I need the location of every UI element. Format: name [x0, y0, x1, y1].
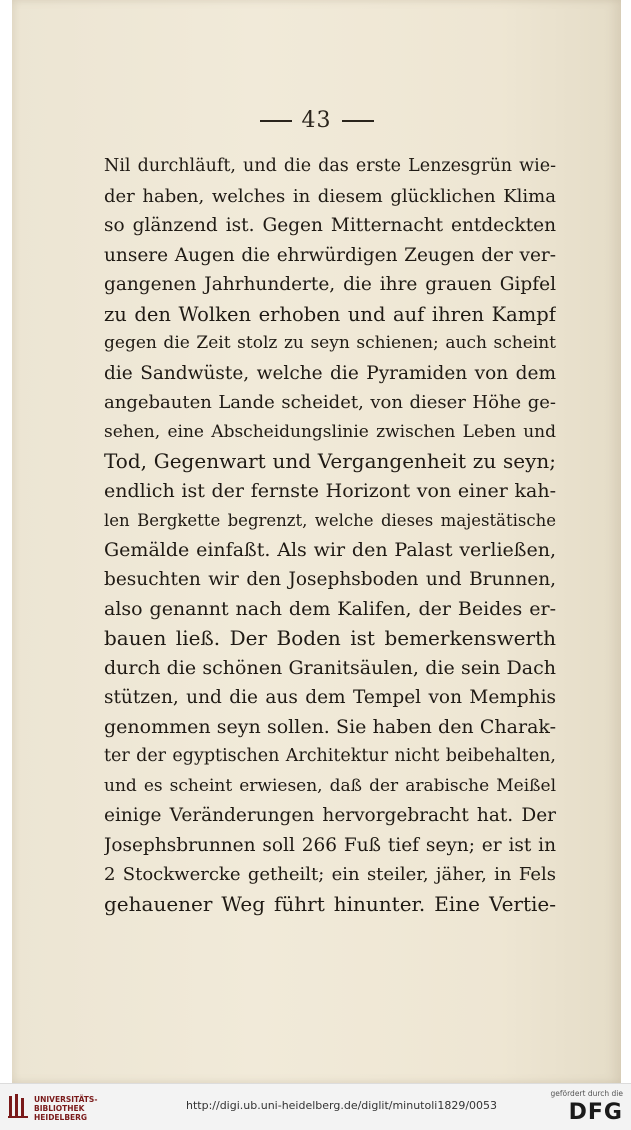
left-dash [260, 120, 292, 122]
right-dash [342, 120, 374, 122]
text-line: Tod, Gegenwart und Vergangenheit zu seyn; [104, 449, 556, 473]
library-name-line: UNIVERSITÄTS- [34, 1095, 98, 1104]
text-line: genommen seyn sollen. Sie haben den Charak- [104, 715, 556, 738]
library-name-line: HEIDELBERG [34, 1113, 88, 1122]
text-line: endlich ist der fernste Horizont von einer kah- [104, 479, 556, 502]
text-line: und es scheint erwiesen, daß der arabische Meißel [104, 775, 556, 796]
text-line: ter der egyptischen Architektur nicht beibehalten, [104, 746, 556, 766]
text-line: gehauener Weg führt hinunter. Eine Vertie- [104, 891, 556, 916]
text-line: einige Veränderungen hervorgebracht hat. Der [104, 805, 556, 826]
footer-bar [0, 1083, 631, 1130]
text-line: Gemälde einfaßt. Als wir den Palast verließen, [104, 538, 556, 561]
permalink-url[interactable]: http://digi.ub.uni-heidelberg.de/diglit/minutoli1829/0053 [186, 1099, 498, 1112]
text-line: die Sandwüste, welche die Pyramiden von dem [104, 362, 556, 384]
text-line: len Bergkette begrenzt, welche dieses majestätische [104, 511, 556, 530]
text-line: sehen, eine Abscheidungslinie zwischen Leben und [104, 421, 556, 442]
text-line: angebauten Lande scheidet, von dieser Höhe ge- [104, 392, 556, 413]
dfg-logo[interactable]: DFG [568, 1100, 623, 1125]
library-name-line: BIBLIOTHEK [34, 1104, 85, 1113]
page-number: 43 [301, 108, 332, 133]
text-line: also genannt nach dem Kalifen, der Beides er- [104, 597, 556, 620]
text-line: zu den Wolken erhoben und auf ihren Kampf [104, 302, 556, 326]
page-number-header [12, 108, 621, 133]
text-line: Josephsbrunnen soll 266 Fuß tief seyn; er ist in [104, 834, 556, 856]
text-line: 2 Stockwercke getheilt; ein steiler, jäher, in Fels [104, 864, 556, 885]
text-line: gangenen Jahrhunderte, die ihre grauen Gipfel [104, 274, 556, 295]
text-line: gegen die Zeit stolz zu seyn schienen; auch scheint [104, 333, 556, 353]
university-logo-icon[interactable] [8, 1093, 30, 1119]
text-line: durch die schönen Granitsäulen, die sein Dach [104, 656, 556, 679]
text-line: Nil durchläuft, und die das erste Lenzesgrün wie- [104, 156, 556, 176]
text-line: besuchten wir den Josephsboden und Brunnen, [104, 569, 556, 590]
text-line: stützen, und die aus dem Tempel von Memphis [104, 687, 556, 708]
book-page [12, 0, 621, 1083]
text-line: unsere Augen die ehrwürdigen Zeugen der ver- [104, 244, 556, 266]
body-text [104, 152, 556, 919]
text-line: so glänzend ist. Gegen Mitternacht entdeckten [104, 215, 556, 236]
funded-by-label: gefördert durch die [550, 1089, 623, 1098]
library-name[interactable] [34, 1095, 97, 1122]
text-line: der haben, welches in diesem glücklichen Klima [104, 185, 556, 207]
text-line: bauen ließ. Der Boden ist bemerkenswerth [104, 626, 556, 650]
